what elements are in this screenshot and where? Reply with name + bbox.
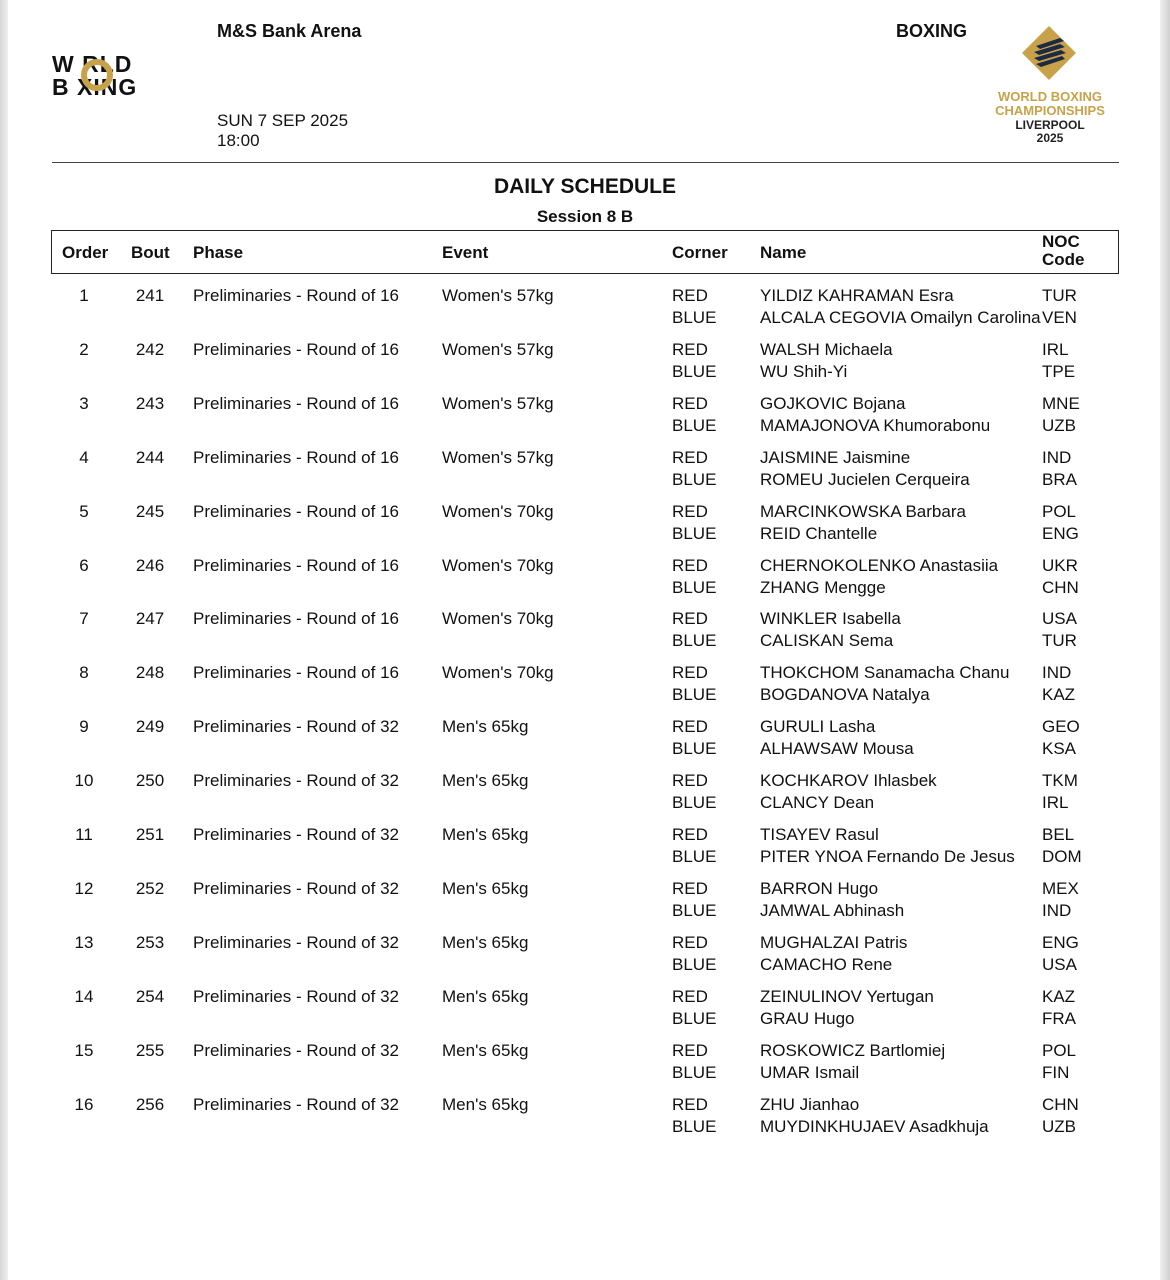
- row-event: Men's 65kg: [442, 771, 529, 790]
- row-red-noc: KAZ: [1042, 987, 1076, 1006]
- row-red-name: TISAYEV Rasul: [760, 825, 879, 844]
- row-blue-name: UMAR Ismail: [760, 1063, 860, 1082]
- row-order: 14: [74, 987, 94, 1006]
- row-order: 5: [79, 502, 89, 521]
- row-bout: 247: [135, 609, 165, 628]
- row-blue-noc: CHN: [1042, 578, 1079, 597]
- row-event: Women's 70kg: [442, 556, 554, 575]
- row-blue-noc: VEN: [1042, 308, 1077, 327]
- row-bout: 249: [135, 717, 165, 736]
- row-event: Men's 65kg: [442, 1041, 529, 1060]
- row-blue-corner: BLUE: [672, 308, 717, 327]
- row-blue-corner: BLUE: [672, 793, 717, 812]
- row-blue-name: PITER YNOA Fernando De Jesus: [760, 847, 1015, 866]
- row-red-noc: IRL: [1042, 340, 1069, 359]
- row-bout: 255: [135, 1041, 165, 1060]
- row-blue-corner: BLUE: [672, 901, 717, 920]
- row-blue-corner: BLUE: [672, 1063, 717, 1082]
- row-blue-name: MAMAJONOVA Khumorabonu: [760, 416, 991, 435]
- row-phase: Preliminaries - Round of 16: [193, 502, 399, 521]
- row-red-corner: RED: [672, 340, 708, 359]
- row-bout: 242: [135, 340, 165, 359]
- row-bout: 256: [135, 1095, 165, 1114]
- row-red-noc: CHN: [1042, 1095, 1079, 1114]
- row-event: Men's 65kg: [442, 717, 529, 736]
- row-phase: Preliminaries - Round of 32: [193, 825, 399, 844]
- event-date: SUN 7 SEP 2025: [217, 111, 349, 130]
- row-order: 6: [79, 556, 89, 575]
- row-red-corner: RED: [672, 448, 708, 467]
- row-order: 1: [79, 286, 89, 305]
- row-phase: Preliminaries - Round of 16: [193, 556, 399, 575]
- row-red-noc: POL: [1042, 1041, 1077, 1060]
- col-noc-line1: NOC: [1042, 232, 1080, 251]
- row-order: 2: [79, 340, 89, 359]
- row-red-corner: RED: [672, 717, 708, 736]
- header-divider: [52, 162, 1119, 163]
- row-phase: Preliminaries - Round of 32: [193, 879, 399, 898]
- row-order: 10: [74, 771, 94, 790]
- row-blue-noc: UZB: [1042, 416, 1076, 435]
- row-phase: Preliminaries - Round of 16: [193, 286, 399, 305]
- row-red-noc: IND: [1042, 663, 1072, 682]
- table-row: [0, 1095, 1170, 1145]
- row-red-name: KOCHKAROV Ihlasbek: [760, 771, 937, 790]
- row-order: 3: [79, 394, 89, 413]
- row-red-corner: RED: [672, 987, 708, 1006]
- table-row: [0, 286, 1170, 336]
- championships-diamond-icon: [1020, 24, 1078, 82]
- row-bout: 248: [135, 663, 165, 682]
- col-name: Name: [760, 243, 807, 262]
- page-title: DAILY SCHEDULE: [493, 175, 677, 198]
- row-bout: 253: [135, 933, 165, 952]
- table-row: [0, 771, 1170, 821]
- row-order: 15: [74, 1041, 94, 1060]
- row-order: 8: [79, 663, 89, 682]
- row-event: Women's 70kg: [442, 502, 554, 521]
- table-row: [0, 825, 1170, 875]
- sport-label: BOXING: [896, 21, 968, 41]
- row-blue-noc: KAZ: [1042, 685, 1076, 704]
- row-phase: Preliminaries - Round of 16: [193, 663, 399, 682]
- row-red-noc: USA: [1042, 609, 1077, 628]
- row-blue-corner: BLUE: [672, 955, 717, 974]
- row-red-corner: RED: [672, 609, 708, 628]
- row-order: 9: [79, 717, 89, 736]
- row-bout: 246: [135, 556, 165, 575]
- row-order: 16: [74, 1095, 94, 1114]
- row-event: Women's 70kg: [442, 663, 554, 682]
- row-blue-name: REID Chantelle: [760, 524, 878, 543]
- row-order: 7: [79, 609, 89, 628]
- table-header: [51, 230, 1119, 274]
- row-red-corner: RED: [672, 502, 708, 521]
- row-red-noc: ENG: [1042, 933, 1079, 952]
- session-subtitle: Session 8 B: [536, 207, 634, 226]
- table-row: [0, 448, 1170, 498]
- row-red-noc: IND: [1042, 448, 1072, 467]
- table-row: [0, 987, 1170, 1037]
- row-red-name: ROSKOWICZ Bartlomiej: [760, 1041, 946, 1060]
- venue-name: M&S Bank Arena: [217, 21, 362, 41]
- row-red-name: MARCINKOWSKA Barbara: [760, 502, 966, 521]
- row-order: 11: [75, 825, 93, 844]
- row-red-noc: POL: [1042, 502, 1077, 521]
- row-red-noc: MNE: [1042, 394, 1080, 413]
- col-order: Order: [62, 243, 109, 262]
- row-red-name: ZEINULINOV Yertugan: [760, 987, 934, 1006]
- row-red-noc: BEL: [1042, 825, 1075, 844]
- row-red-name: JAISMINE Jaismine: [760, 448, 911, 467]
- table-row: [0, 609, 1170, 659]
- row-red-name: GOJKOVIC Bojana: [760, 394, 906, 413]
- row-red-name: WINKLER Isabella: [760, 609, 901, 628]
- row-bout: 245: [135, 502, 165, 521]
- row-event: Men's 65kg: [442, 879, 529, 898]
- logo-text-line2: B XING: [52, 74, 138, 100]
- row-bout: 251: [135, 825, 165, 844]
- row-blue-name: CLANCY Dean: [760, 793, 875, 812]
- row-red-noc: TUR: [1042, 286, 1077, 305]
- row-blue-noc: KSA: [1042, 739, 1077, 758]
- col-noc: [1042, 233, 1085, 269]
- row-red-corner: RED: [672, 394, 708, 413]
- row-blue-noc: FIN: [1042, 1063, 1070, 1082]
- row-event: Women's 57kg: [442, 286, 554, 305]
- row-blue-noc: DOM: [1042, 847, 1082, 866]
- row-event: Women's 70kg: [442, 609, 554, 628]
- row-event: Women's 57kg: [442, 448, 554, 467]
- row-phase: Preliminaries - Round of 32: [193, 717, 399, 736]
- table-row: [0, 556, 1170, 606]
- row-phase: Preliminaries - Round of 32: [193, 933, 399, 952]
- row-blue-noc: FRA: [1042, 1009, 1076, 1028]
- event-time: 18:00: [217, 131, 260, 150]
- row-blue-name: ALCALA CEGOVIA Omailyn Carolina: [760, 308, 1041, 327]
- logo-wordmark-2: CHAMPIONSHIPS: [995, 103, 1105, 118]
- logo-ring-icon: [81, 59, 113, 91]
- row-event: Men's 65kg: [442, 987, 529, 1006]
- table-row: [0, 502, 1170, 552]
- row-blue-corner: BLUE: [672, 362, 717, 381]
- row-blue-name: JAMWAL Abhinash: [760, 901, 905, 920]
- row-blue-corner: BLUE: [672, 685, 717, 704]
- row-phase: Preliminaries - Round of 32: [193, 1041, 399, 1060]
- col-bout: Bout: [131, 243, 170, 262]
- row-red-noc: TKM: [1042, 771, 1078, 790]
- row-blue-name: MUYDINKHUJAEV Asadkhuja: [760, 1117, 989, 1136]
- world-boxing-logo: [52, 53, 192, 99]
- row-blue-corner: BLUE: [672, 416, 717, 435]
- row-event: Men's 65kg: [442, 1095, 529, 1114]
- row-red-corner: RED: [672, 825, 708, 844]
- row-phase: Preliminaries - Round of 16: [193, 340, 399, 359]
- row-red-name: CHERNOKOLENKO Anastasiia: [760, 556, 999, 575]
- table-row: [0, 663, 1170, 713]
- row-blue-noc: TPE: [1042, 362, 1076, 381]
- row-bout: 254: [135, 987, 165, 1006]
- row-bout: 241: [135, 286, 165, 305]
- row-red-name: MUGHALZAI Patris: [760, 933, 908, 952]
- row-red-noc: MEX: [1042, 879, 1079, 898]
- row-phase: Preliminaries - Round of 16: [193, 448, 399, 467]
- row-event: Men's 65kg: [442, 825, 529, 844]
- table-row: [0, 340, 1170, 390]
- row-red-corner: RED: [672, 879, 708, 898]
- row-event: Men's 65kg: [442, 933, 529, 952]
- table-row: [0, 1041, 1170, 1091]
- row-blue-corner: BLUE: [672, 631, 717, 650]
- row-blue-noc: IRL: [1042, 793, 1069, 812]
- row-blue-noc: USA: [1042, 955, 1077, 974]
- row-order: 12: [74, 879, 94, 898]
- row-red-corner: RED: [672, 933, 708, 952]
- row-event: Women's 57kg: [442, 340, 554, 359]
- row-blue-noc: UZB: [1042, 1117, 1076, 1136]
- row-blue-noc: TUR: [1042, 631, 1077, 650]
- row-blue-corner: BLUE: [672, 739, 717, 758]
- logo-wordmark-4: 2025: [1036, 131, 1064, 145]
- col-corner: Corner: [672, 243, 728, 262]
- row-red-name: BARRON Hugo: [760, 879, 879, 898]
- row-bout: 252: [135, 879, 165, 898]
- row-red-noc: UKR: [1042, 556, 1078, 575]
- row-red-name: GURULI Lasha: [760, 717, 876, 736]
- row-phase: Preliminaries - Round of 32: [193, 1095, 399, 1114]
- row-red-name: ZHU Jianhao: [760, 1095, 860, 1114]
- row-blue-corner: BLUE: [672, 524, 717, 543]
- row-red-name: WALSH Michaela: [760, 340, 893, 359]
- row-phase: Preliminaries - Round of 16: [193, 394, 399, 413]
- table-row: [0, 394, 1170, 444]
- logo-wordmark-1: WORLD BOXING: [998, 89, 1102, 104]
- row-blue-corner: BLUE: [672, 470, 717, 489]
- row-bout: 244: [135, 448, 165, 467]
- row-blue-name: ZHANG Mengge: [760, 578, 886, 597]
- row-red-name: THOKCHOM Sanamacha Chanu: [760, 663, 1010, 682]
- row-blue-noc: IND: [1042, 901, 1072, 920]
- col-phase: Phase: [193, 243, 244, 262]
- col-noc-line2: Code: [1042, 250, 1085, 269]
- row-order: 13: [74, 933, 94, 952]
- row-blue-name: ROMEU Jucielen Cerqueira: [760, 470, 970, 489]
- row-red-corner: RED: [672, 1095, 708, 1114]
- logo-wordmark-3: LIVERPOOL: [1015, 118, 1085, 132]
- row-blue-corner: BLUE: [672, 847, 717, 866]
- table-row: [0, 879, 1170, 929]
- row-red-corner: RED: [672, 1041, 708, 1060]
- row-blue-corner: BLUE: [672, 1117, 717, 1136]
- row-blue-noc: ENG: [1042, 524, 1079, 543]
- row-bout: 250: [135, 771, 165, 790]
- logo-text-line1: W RLD: [52, 51, 133, 77]
- row-event: Women's 57kg: [442, 394, 554, 413]
- row-red-corner: RED: [672, 556, 708, 575]
- row-blue-name: BOGDANOVA Natalya: [760, 685, 930, 704]
- row-blue-corner: BLUE: [672, 1009, 717, 1028]
- table-row: [0, 717, 1170, 767]
- row-red-corner: RED: [672, 663, 708, 682]
- col-event: Event: [442, 243, 489, 262]
- row-blue-name: CAMACHO Rene: [760, 955, 893, 974]
- row-order: 4: [79, 448, 89, 467]
- row-phase: Preliminaries - Round of 32: [193, 771, 399, 790]
- row-red-noc: GEO: [1042, 717, 1080, 736]
- row-blue-noc: BRA: [1042, 470, 1077, 489]
- row-bout: 243: [135, 394, 165, 413]
- table-row: [0, 933, 1170, 983]
- row-red-corner: RED: [672, 771, 708, 790]
- row-blue-name: GRAU Hugo: [760, 1009, 855, 1028]
- row-red-corner: RED: [672, 286, 708, 305]
- championships-logo: [986, 24, 1114, 148]
- row-blue-name: CALISKAN Sema: [760, 631, 894, 650]
- row-blue-corner: BLUE: [672, 578, 717, 597]
- row-phase: Preliminaries - Round of 16: [193, 609, 399, 628]
- row-red-name: YILDIZ KAHRAMAN Esra: [760, 286, 954, 305]
- row-blue-name: ALHAWSAW Mousa: [760, 739, 914, 758]
- row-phase: Preliminaries - Round of 32: [193, 987, 399, 1006]
- row-blue-name: WU Shih-Yi: [760, 362, 848, 381]
